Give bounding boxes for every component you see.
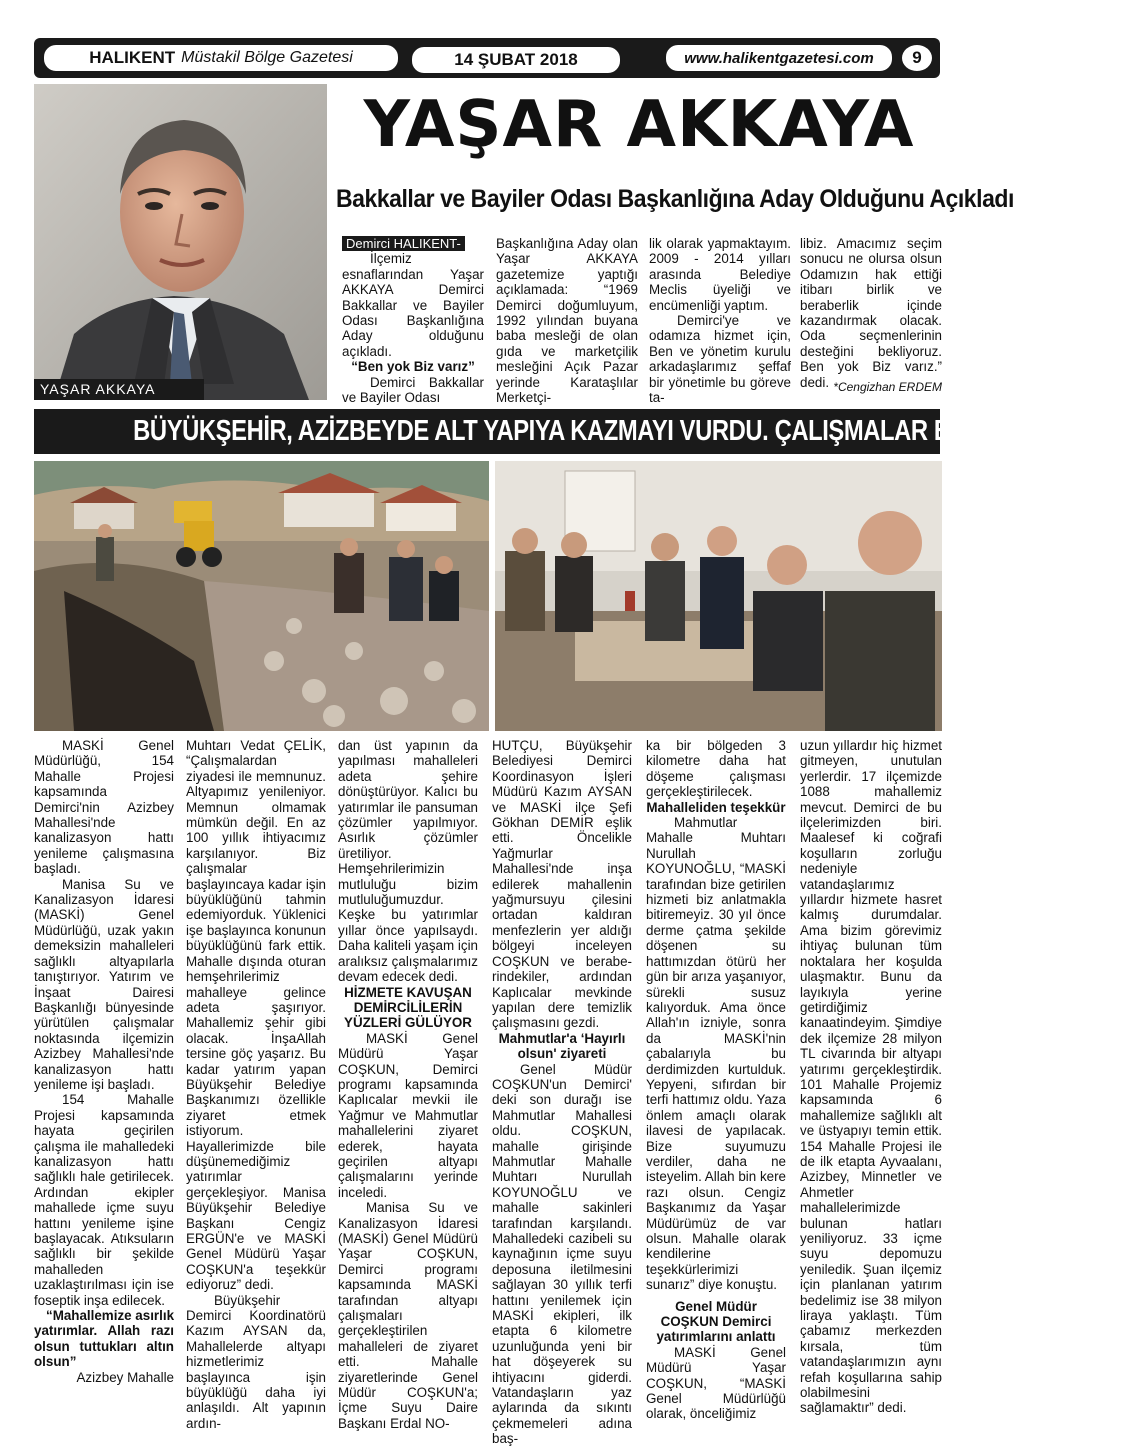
- brand-tagline: Müstakil Bölge Gazetesi: [181, 49, 353, 66]
- story2-subheading: Mahmutlar'a ‘Hayırlı olsun' ziyareti: [498, 1030, 626, 1062]
- story1-paragraph: lik olarak yapmaktayım. 2009 - 2014 yılları arasında Belediye Meclis üyeliği ve encümenliği yaptım.: [649, 236, 791, 313]
- story-subhead: Bakkallar ve Bayiler Odası Başkanlığına Aday Olduğunu Açıkladı: [336, 185, 1014, 213]
- story2-paragraph: Büyükşehir Demirci Koordinatörü Kazım AYSAN da, Mahallelerde altyapı hizmetlerimiz başlayınca işin büyüklüğü daha iyi anlaşıldı. Alt yapının ardın-: [186, 1292, 326, 1431]
- excavation-photo: [34, 461, 489, 731]
- story2-column-5: [646, 738, 786, 1422]
- portrait-caption: YAŞAR AKKAYA: [34, 379, 204, 400]
- story2-paragraph: Azizbey Mahalle: [76, 1369, 174, 1385]
- story2-column-1: [34, 738, 175, 1385]
- excavation-illustration: [34, 461, 489, 731]
- masthead-brand: [42, 43, 400, 73]
- story2-paragraph: MASKİ Genel Müdürlüğü, 154 Mahalle Projesi kapsamında Demirci'nin Azizbey Mahallesi'nde kanalizasyon hattı yenileme çalışmasına başladı.: [34, 738, 174, 877]
- story1-paragraph: Demirci Bakkallar ve Bayiler Odası: [342, 374, 484, 406]
- story2-subheading: Genel Müdür COŞKUN Demirci yatırımlarını anlattı: [656, 1298, 776, 1345]
- story2-paragraph: ka bir bölgeden 3 kilometre daha hat döşeme çalışması gerçekleştirilecek.: [646, 738, 786, 800]
- story2-subheading: “Mahallemize asırlık yatırımlar. Allah razı olsun tuttukları altın olsun”: [34, 1308, 175, 1370]
- story2-column-6: uzun yıllardır hiç hizmet gitmeyen, unutulan yerlerdir. 17 ilçemizde 1088 mahallemiz mevcut. Demirci de bu ilçelerimizden biri. Maalesef ki coğrafi koşulların zorluğu nedeniyle vatandaşlarımız yıllardır hizmete hasret kalmış durumdalar. Ama bizim görevimiz ihtiyaç bulunan tüm noktalara her koşulda ulaşmaktır. Bunu da layıkıyla yerine getirdiğimiz kanaatindeyim. Şimdiye dek ilçemize 28 milyon TL civarında bir altyapı yatırımı gerçekleştirdik. 101 Mahalle Projemiz kapsamında 6 mahallemize sağlıklı alt ve üstyapıyı temin ettik. 154 Mahalle Projesi ile de ilk etapta Ayvaalanı, Azizbey, Minnetler ve Ahmetler mahallelerimizde bulunan hatları yeniliyoruz. 33 içme suyu depomuzu yeniledik. Şuan ilçemiz için planlanan yatırım bedelimiz ise 38 milyon liraya yaklaştı. Tüm çabamız merkezden kırsala, tüm vatandaşlarımızın aynı refah koşullarına sahip olabilmesini sağlamaktır” dedi.: [800, 738, 942, 1416]
- portrait-photo: [34, 84, 327, 400]
- issue-date: 14 ŞUBAT 2018: [410, 45, 622, 75]
- story2-banner: [34, 409, 1037, 454]
- story2-paragraph: Manisa Su ve Kanalizasyon İdaresi (MASKİ) Genel Müdürlüğü, uzak yakın demeksizin mahalleleri sağlıklı altyapılarla tanıştırıyor. Yatırım ve İnşaat Dairesi Başkanlığı bünyesinde yürütülen çalışmalar noktasında ilçemizin Azizbey Mahallesi'nde kanalizasyon hattı yenileme işi başladı.: [34, 876, 174, 1092]
- story2-paragraph: Muhtarı Vedat ÇELİK, “Çalışmalardan ziyadesi ile memnunuz. Altyapımız yenileniyor. Memnun olmamak mümkün değil. En az 100 yıllık ihtiyacımız karşılanıyor. Biz çalışmalar başlayıncaya kadar işin büyüklüğünü tahmin edemiyorduk. Yüklenici işe başlayınca konunun büyüklüğünü fark ettik. Mahalle dışında oturan hemşehrilerimiz mahalleye gelince adeta şaşırıyor. Mahallemiz şehir gibi olacak. İnşaAllah tersine göç yaşarız. Bu kadar yatırım yapan Büyükşehir Belediye Başkanımızı özellikle ziyaret etmek istiyorum. Hayallerimizde bile düşünemediğimiz yatırımlar gerçekleşiyor. Manisa Büyükşehir Belediye Başkanı Cengiz ERGÜN'e ve MASKİ Genel Müdürü Yaşar COŞKUN'a teşekkür ediyoruz” dedi.: [186, 738, 326, 1293]
- story1-paragraph: Demirci'ye ve odamıza hizmet için, Ben ve yönetim kurulu arkadaşlarımız şeffaf bir yönetimle bu göreve ta-: [649, 313, 791, 406]
- story1-column-2: Başkanlığına Aday olan Yaşar AKKAYA gazetemize yaptığı açıklamada: “1969 Demirci doğumluyum, 1992 yılından buyana baba mesleği de olan gıda ve marketçilik mesleğini Açık Pazar yerinde Karataşlılar Merketçi-: [496, 236, 638, 406]
- story1-subheading: “Ben yok Biz varız”: [351, 359, 475, 375]
- story2-column-2: [186, 738, 326, 1431]
- dateline: Demirci HALIKENT-: [342, 236, 465, 251]
- story2-column-4: [492, 738, 632, 1447]
- story1-paragraph: İlçemiz esnaflarından Yaşar AKKAYA Demirci Bakkallar ve Bayiler Odası Başkanlığına Aday olduğunu açıkladı.: [342, 251, 484, 359]
- story2-paragraph: 154 Mahalle Projesi kapsamında hayata geçirilen çalışma ile mahalledeki kanalizasyon hattı sağlıklı hale getirilecek. Ardından ekipler mahallede içme suyu hattını yenileme işine başlayacak. Atıksuların sağlıklı bir şekilde mahalleden uzaklaştırılması için ise foseptik inşa edilecek.: [34, 1092, 174, 1308]
- masthead: [34, 38, 940, 78]
- page-number: 9: [900, 43, 934, 73]
- website-url[interactable]: www.halikentgazetesi.com: [664, 43, 894, 73]
- story2-paragraph: HUTÇU, Büyükşehir Belediyesi Demirci Koordinasyon İşleri Müdürü Kazım AYSAN ve MASKİ ilçe Şefi Gökhan DEMİR eşlik etti. Öncelikle Yağmurlar Mahallesi'nde inşa edilerek mahallenin yağmursuyu çilesini ortadan kaldıran menfezlerin yer aldığı bölgeyi inceleyen COŞKUN ve berabe-rindekiler, ardından Kaplıcalar mevkinde yapılan dere temizlik çalışmasını gezdi.: [492, 738, 632, 1031]
- author-signature: *Cengizhan ERDEM: [833, 380, 942, 394]
- story2-headline: BÜYÜKŞEHİR, AZİZBEYDE ALT YAPIYA KAZMAYI VURDU. ÇALIŞMALAR BAŞLADI: [133, 415, 1037, 447]
- story2-paragraph: Manisa Su ve Kanalizasyon İdaresi (MASKİ) Genel Müdürü Yaşar COŞKUN, Demirci programı kapsamında MASKİ tarafından altyapı çalışmaları gerçekleştirilen mahalleleri de ziyaret etti. Mahalle ziyaretlerinde Genel Müdür COŞKUN'a; İçme Suyu Daire Başkanı Erdal NO-: [338, 1200, 478, 1431]
- story2-paragraph: dan üst yapının da yapılması mahalleleri adeta şehire dönüştürüyor. Kalıcı bu yatırımlar ile pansuman çözümler yapılmıyor. Asırlık çözümler üretiliyor. Hemşehrilerimizin mutluluğu bizim mutluluğumuzdur. Keşke bu yatırımlar yıllar önce yapılsaydı. Daha kaliteli yaşam için aralıksız çalışmalarımız devam edecek dedi.: [338, 738, 478, 985]
- story1-column-3: [649, 236, 791, 406]
- story1-column-1: [342, 236, 484, 406]
- story2-subheading: HİZMETE KAVUŞAN DEMİRCİLİLERİN YÜZLERİ GÜLÜYOR: [344, 984, 472, 1031]
- story2-paragraph: Mahmutlar Mahalle Muhtarı Nurullah KOYUNOĞLU, “MASKİ tarafından bize getirilen hizmeti biz anlatmakla bitiremeyiz. 30 yıl önce derme çatma şekilde döşenen su hattımızdan ötürü her gün bir arıza yaşanıyor, sürekli susuz kalıyorduk. Ama önce Allah'ın izniyle, sonra da MASKİ'nin çabalarıyla bu derdimizden kurtulduk. Yepyeni, sıfırdan bir terfi hattımız oldu. Yaza önlem amaçlı olarak ilavesi de yapılacak. Bize suyumuzu verdiler, daha ne isteyelim. Allah bin kere razı olsun. Cengiz Başkanımız da Yaşar Müdürümüz de var olsun. Mahalle olarak kendilerine teşekkürlerimizi sunarız” diye konuştu.: [646, 815, 786, 1293]
- story-headline: YAŞAR AKKAYA: [363, 88, 915, 162]
- story2-column-3: [338, 738, 478, 1431]
- brand-name: HALIKENT: [89, 48, 176, 67]
- meeting-photo: [495, 461, 942, 731]
- meeting-illustration: [495, 461, 942, 731]
- story2-paragraph: MASKİ Genel Müdürü Yaşar COŞKUN, “MASKİ Genel Müdürlüğü olarak, önceliğimiz: [646, 1344, 786, 1422]
- story1-column-4: libiz. Amacımız seçim sonucu ne olursa olsun Odamızın hak ettiği itibarı birlik ve beraberlik içinde kazandırmak olacak. Oda seçmenlerinin desteğini bekliyoruz. Ben yok Biz varız.” dedi.: [800, 236, 942, 390]
- story2-subheading: Mahalleliden teşekkür: [646, 799, 786, 815]
- portrait-illustration: [34, 84, 327, 400]
- story2-paragraph: Genel Müdür COŞKUN'un Demirci' deki son durağı ise Mahmutlar Mahallesi oldu. COŞKUN, mahalle girişinde Mahmutlar Mahalle Muhtarı Nurullah KOYUNOĞLU ve mahalle sakinleri tarafından karşılandı. Mahalledeki cazibeli su kaynağının içme suyu deposuna iletilmesini sağlayan 30 yıllık terfi hattını yenilemek için MASKİ ekipleri, ilk etapta 6 kilometre uzunluğunda yeni bir hat döşeyerek su ihtiyacını giderdi. Vatandaşların yaz aylarında da sıkıntı çekmemeleri adına baş-: [492, 1061, 632, 1447]
- story2-paragraph: MASKİ Genel Müdürü Yaşar COŞKUN, Demirci programı kapsamında Kaplıcalar mevkii ile Yağmur ve Mahmutlar mahallelerini ziyaret ederek, hayata geçirilen altyapı çalışmalarını yerinde inceledi.: [338, 1030, 478, 1200]
